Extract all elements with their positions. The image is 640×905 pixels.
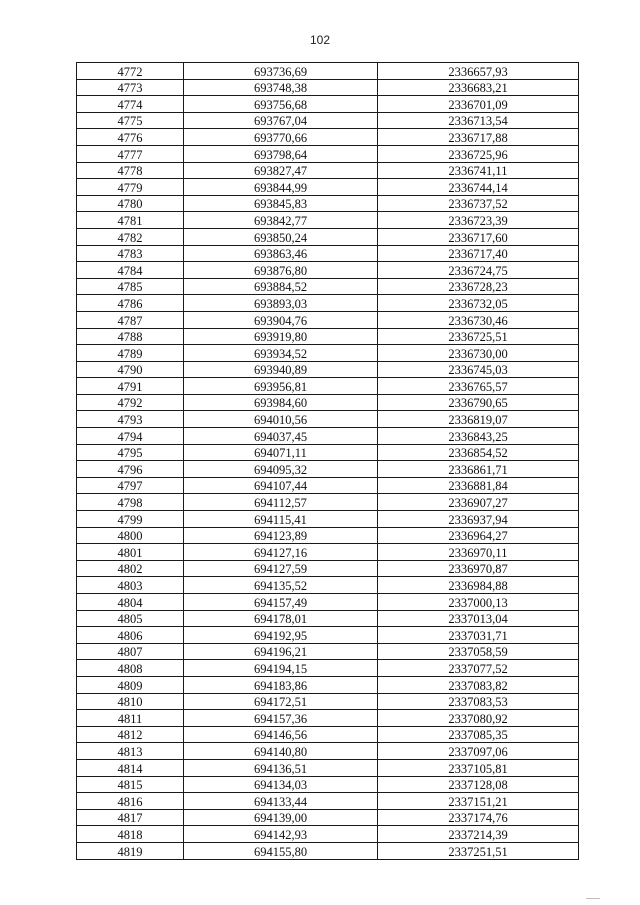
y-coordinate-cell: 2336970,87: [378, 560, 579, 577]
y-coordinate-cell: 2336744,14: [378, 179, 579, 196]
table-row: [77, 842, 579, 859]
table-row: [77, 759, 579, 776]
table-row: [77, 262, 579, 279]
x-coordinate-cell: 693919,80: [184, 328, 378, 345]
point-number-cell: 4796: [77, 461, 184, 478]
y-coordinate-cell: 2337214,39: [378, 826, 579, 843]
table-row: [77, 96, 579, 113]
point-number-cell: 4815: [77, 776, 184, 793]
table-row: [77, 295, 579, 312]
point-number-cell: 4798: [77, 494, 184, 511]
y-coordinate-cell: 2337080,92: [378, 710, 579, 727]
coordinates-table-body: [77, 63, 579, 860]
y-coordinate-cell: 2336970,11: [378, 544, 579, 561]
x-coordinate-cell: 694194,15: [184, 660, 378, 677]
x-coordinate-cell: 694135,52: [184, 577, 378, 594]
point-number-cell: 4777: [77, 145, 184, 162]
table-row: [77, 494, 579, 511]
table-row: [77, 245, 579, 262]
y-coordinate-cell: 2336819,07: [378, 411, 579, 428]
x-coordinate-cell: 694123,89: [184, 527, 378, 544]
x-coordinate-cell: 694183,86: [184, 676, 378, 693]
y-coordinate-cell: 2337031,71: [378, 627, 579, 644]
point-number-cell: 4807: [77, 643, 184, 660]
point-number-cell: 4799: [77, 511, 184, 528]
table-row: [77, 627, 579, 644]
point-number-cell: 4776: [77, 129, 184, 146]
table-row: [77, 162, 579, 179]
x-coordinate-cell: 693884,52: [184, 278, 378, 295]
table-row: [77, 63, 579, 80]
table-row: [77, 793, 579, 810]
point-number-cell: 4797: [77, 477, 184, 494]
y-coordinate-cell: 2336730,00: [378, 345, 579, 362]
table-row: [77, 676, 579, 693]
y-coordinate-cell: 2337077,52: [378, 660, 579, 677]
table-row: [77, 660, 579, 677]
point-number-cell: 4816: [77, 793, 184, 810]
table-row: [77, 511, 579, 528]
x-coordinate-cell: 694133,44: [184, 793, 378, 810]
x-coordinate-cell: 694127,16: [184, 544, 378, 561]
x-coordinate-cell: 693904,76: [184, 311, 378, 328]
point-number-cell: 4805: [77, 610, 184, 627]
x-coordinate-cell: 693850,24: [184, 228, 378, 245]
table-row: [77, 444, 579, 461]
y-coordinate-cell: 2337058,59: [378, 643, 579, 660]
y-coordinate-cell: 2337085,35: [378, 726, 579, 743]
y-coordinate-cell: 2336843,25: [378, 428, 579, 445]
y-coordinate-cell: 2337105,81: [378, 759, 579, 776]
y-coordinate-cell: 2336854,52: [378, 444, 579, 461]
y-coordinate-cell: 2336728,23: [378, 278, 579, 295]
table-row: [77, 361, 579, 378]
y-coordinate-cell: 2336741,11: [378, 162, 579, 179]
x-coordinate-cell: 694157,36: [184, 710, 378, 727]
point-number-cell: 4788: [77, 328, 184, 345]
point-number-cell: 4789: [77, 345, 184, 362]
y-coordinate-cell: 2337174,76: [378, 809, 579, 826]
x-coordinate-cell: 694192,95: [184, 627, 378, 644]
table-row: [77, 394, 579, 411]
table-row: [77, 776, 579, 793]
y-coordinate-cell: 2336984,88: [378, 577, 579, 594]
point-number-cell: 4804: [77, 594, 184, 611]
y-coordinate-cell: 2336724,75: [378, 262, 579, 279]
x-coordinate-cell: 694142,93: [184, 826, 378, 843]
point-number-cell: 4806: [77, 627, 184, 644]
table-row: [77, 826, 579, 843]
table-row: [77, 378, 579, 395]
x-coordinate-cell: 694172,51: [184, 693, 378, 710]
point-number-cell: 4774: [77, 96, 184, 113]
y-coordinate-cell: 2337083,82: [378, 676, 579, 693]
point-number-cell: 4779: [77, 179, 184, 196]
x-coordinate-cell: 693984,60: [184, 394, 378, 411]
table-row: [77, 610, 579, 627]
y-coordinate-cell: 2336730,46: [378, 311, 579, 328]
x-coordinate-cell: 693876,80: [184, 262, 378, 279]
table-row: [77, 477, 579, 494]
point-number-cell: 4790: [77, 361, 184, 378]
x-coordinate-cell: 694146,56: [184, 726, 378, 743]
x-coordinate-cell: 693956,81: [184, 378, 378, 395]
table-row: [77, 527, 579, 544]
point-number-cell: 4814: [77, 759, 184, 776]
x-coordinate-cell: 694178,01: [184, 610, 378, 627]
y-coordinate-cell: 2336737,52: [378, 195, 579, 212]
table-row: [77, 145, 579, 162]
y-coordinate-cell: 2336713,54: [378, 112, 579, 129]
x-coordinate-cell: 693798,64: [184, 145, 378, 162]
y-coordinate-cell: 2336732,05: [378, 295, 579, 312]
point-number-cell: 4811: [77, 710, 184, 727]
table-row: [77, 428, 579, 445]
y-coordinate-cell: 2336717,88: [378, 129, 579, 146]
table-row: [77, 411, 579, 428]
y-coordinate-cell: 2337251,51: [378, 842, 579, 859]
point-number-cell: 4812: [77, 726, 184, 743]
x-coordinate-cell: 694112,57: [184, 494, 378, 511]
x-coordinate-cell: 693845,83: [184, 195, 378, 212]
x-coordinate-cell: 693863,46: [184, 245, 378, 262]
x-coordinate-cell: 694071,11: [184, 444, 378, 461]
table-row: [77, 726, 579, 743]
point-number-cell: 4780: [77, 195, 184, 212]
x-coordinate-cell: 693736,69: [184, 63, 378, 80]
y-coordinate-cell: 2336964,27: [378, 527, 579, 544]
point-number-cell: 4810: [77, 693, 184, 710]
x-coordinate-cell: 693844,99: [184, 179, 378, 196]
table-row: [77, 278, 579, 295]
x-coordinate-cell: 694155,80: [184, 842, 378, 859]
table-row: [77, 693, 579, 710]
y-coordinate-cell: 2337097,06: [378, 743, 579, 760]
point-number-cell: 4801: [77, 544, 184, 561]
table-row: [77, 195, 579, 212]
scan-artifact: [586, 898, 600, 899]
y-coordinate-cell: 2336683,21: [378, 79, 579, 96]
point-number-cell: 4819: [77, 842, 184, 859]
x-coordinate-cell: 694157,49: [184, 594, 378, 611]
point-number-cell: 4786: [77, 295, 184, 312]
table-row: [77, 743, 579, 760]
point-number-cell: 4783: [77, 245, 184, 262]
y-coordinate-cell: 2336790,65: [378, 394, 579, 411]
x-coordinate-cell: 693827,47: [184, 162, 378, 179]
y-coordinate-cell: 2337151,21: [378, 793, 579, 810]
table-row: [77, 710, 579, 727]
y-coordinate-cell: 2337000,13: [378, 594, 579, 611]
x-coordinate-cell: 693893,03: [184, 295, 378, 312]
x-coordinate-cell: 693767,04: [184, 112, 378, 129]
point-number-cell: 4817: [77, 809, 184, 826]
y-coordinate-cell: 2337013,04: [378, 610, 579, 627]
point-number-cell: 4773: [77, 79, 184, 96]
point-number-cell: 4802: [77, 560, 184, 577]
point-number-cell: 4813: [77, 743, 184, 760]
table-row: [77, 809, 579, 826]
table-row: [77, 79, 579, 96]
x-coordinate-cell: 693748,38: [184, 79, 378, 96]
point-number-cell: 4792: [77, 394, 184, 411]
table-row: [77, 461, 579, 478]
table-row: [77, 345, 579, 362]
table-row: [77, 594, 579, 611]
y-coordinate-cell: 2336657,93: [378, 63, 579, 80]
x-coordinate-cell: 693770,66: [184, 129, 378, 146]
table-row: [77, 544, 579, 561]
table-row: [77, 577, 579, 594]
x-coordinate-cell: 693842,77: [184, 212, 378, 229]
table-row: [77, 212, 579, 229]
point-number-cell: 4795: [77, 444, 184, 461]
table-row: [77, 112, 579, 129]
x-coordinate-cell: 694010,56: [184, 411, 378, 428]
point-number-cell: 4781: [77, 212, 184, 229]
x-coordinate-cell: 694139,00: [184, 809, 378, 826]
point-number-cell: 4785: [77, 278, 184, 295]
point-number-cell: 4794: [77, 428, 184, 445]
x-coordinate-cell: 694134,03: [184, 776, 378, 793]
y-coordinate-cell: 2336725,51: [378, 328, 579, 345]
x-coordinate-cell: 694140,80: [184, 743, 378, 760]
table-row: [77, 129, 579, 146]
point-number-cell: 4772: [77, 63, 184, 80]
y-coordinate-cell: 2336717,60: [378, 228, 579, 245]
point-number-cell: 4818: [77, 826, 184, 843]
y-coordinate-cell: 2336937,94: [378, 511, 579, 528]
x-coordinate-cell: 694136,51: [184, 759, 378, 776]
page-number: 102: [309, 33, 331, 47]
point-number-cell: 4793: [77, 411, 184, 428]
y-coordinate-cell: 2336723,39: [378, 212, 579, 229]
x-coordinate-cell: 694115,41: [184, 511, 378, 528]
y-coordinate-cell: 2336881,84: [378, 477, 579, 494]
y-coordinate-cell: 2336907,27: [378, 494, 579, 511]
x-coordinate-cell: 693756,68: [184, 96, 378, 113]
y-coordinate-cell: 2337128,08: [378, 776, 579, 793]
x-coordinate-cell: 694196,21: [184, 643, 378, 660]
y-coordinate-cell: 2336701,09: [378, 96, 579, 113]
table-row: [77, 311, 579, 328]
point-number-cell: 4775: [77, 112, 184, 129]
y-coordinate-cell: 2337083,53: [378, 693, 579, 710]
point-number-cell: 4787: [77, 311, 184, 328]
x-coordinate-cell: 693934,52: [184, 345, 378, 362]
y-coordinate-cell: 2336861,71: [378, 461, 579, 478]
coordinates-table: [76, 62, 579, 860]
point-number-cell: 4784: [77, 262, 184, 279]
y-coordinate-cell: 2336765,57: [378, 378, 579, 395]
point-number-cell: 4800: [77, 527, 184, 544]
point-number-cell: 4809: [77, 676, 184, 693]
x-coordinate-cell: 694127,59: [184, 560, 378, 577]
y-coordinate-cell: 2336725,96: [378, 145, 579, 162]
point-number-cell: 4791: [77, 378, 184, 395]
table-row: [77, 560, 579, 577]
x-coordinate-cell: 694095,32: [184, 461, 378, 478]
point-number-cell: 4778: [77, 162, 184, 179]
table-row: [77, 228, 579, 245]
table-row: [77, 643, 579, 660]
y-coordinate-cell: 2336745,03: [378, 361, 579, 378]
point-number-cell: 4782: [77, 228, 184, 245]
table-row: [77, 328, 579, 345]
x-coordinate-cell: 694037,45: [184, 428, 378, 445]
point-number-cell: 4803: [77, 577, 184, 594]
x-coordinate-cell: 693940,89: [184, 361, 378, 378]
x-coordinate-cell: 694107,44: [184, 477, 378, 494]
point-number-cell: 4808: [77, 660, 184, 677]
table-row: [77, 179, 579, 196]
y-coordinate-cell: 2336717,40: [378, 245, 579, 262]
